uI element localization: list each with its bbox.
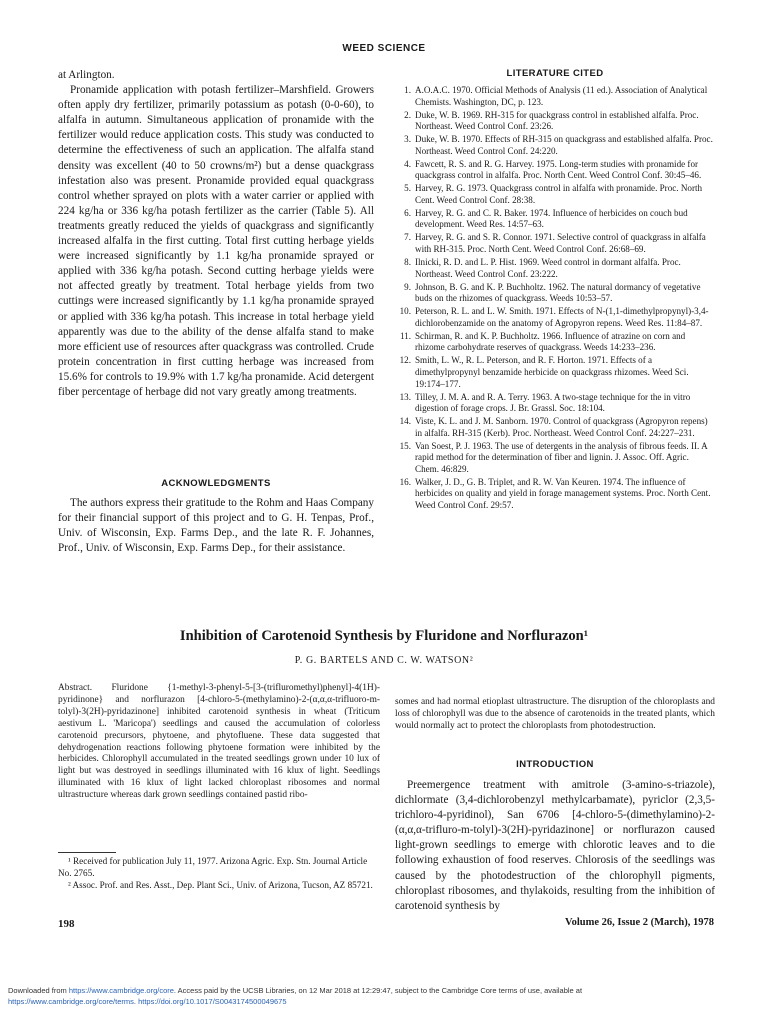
reference-item — [395, 232, 715, 255]
footnotes — [58, 856, 378, 893]
reference-text: Walker, J. D., G. B. Triplet, and R. W. Van Keuren. 1974. The influence of herbicides on quality and yield in forage management systems. Proc. North Cent. Weed Control Conf. 29:57. — [415, 476, 711, 511]
reference-number: 14. — [399, 416, 411, 427]
doi-link[interactable]: https://doi.org/10.1017/S0043174500049675 — [138, 996, 287, 1006]
volume-info: Volume 26, Issue 2 (March), 1978 — [564, 917, 714, 928]
reference-text: Duke, W. B. 1969. RH-315 for quackgrass control in established alfalfa. Proc. Northeast. Weed Control Conf. 23:26. — [415, 109, 699, 132]
reference-item — [395, 441, 715, 476]
paragraph: The authors express their gratitude to the Rohm and Haas Company for their financial support of this project and to G. H. Tenpas, Prof., Univ. of Wisconsin, Exp. Farms Dep., and the late R. F. Johannes, Prof., Univ. of Wisconsin, Exp. Farms Dep., for their assistance. — [58, 497, 374, 555]
abstract-text: Abstract. Fluridone {1-methyl-3-phenyl-5-[3-(trifluromethyl)phenyl]-4(1H)-pyridinone} and norflurazon [4-chloro-5-(methylamino)-2-(α,α,α-trifluoro-m-tolyl)-3(2H)-pyridazinone] inhibited carotenoid synthesis in wheat (Triticum aestivum L. 'Maricopa') seedlings and caused the accumulation of colorless carotenoid precursors, phytoene, and phytofluene. These data suggested that dehydrogenation reactions following phytoene formation were inhibited by the herbicides. Chlorophyll accumulated in the treated seedlings grown under 10 lux of light but was destroyed in seedlings illuminated with 16 klux of light. Seedlings illuminated with 16 klux of light lacked chloroplast ribosomes and normal ultrastructure whereas dark grown seedlings contained pastid ribo- — [58, 683, 380, 801]
reference-number: 12. — [399, 355, 411, 366]
reference-number: 2. — [404, 109, 411, 120]
introduction-heading: INTRODUCTION — [516, 759, 594, 770]
acknowledgments-text — [58, 496, 374, 556]
download-middle: . Access paid by the UCSB Libraries, on 12 Mar 2018 at 12:29:47, subject to the Cambridge Core terms of use, available at — [173, 986, 583, 995]
reference-number: 11. — [399, 330, 411, 341]
reference-number: 5. — [404, 183, 411, 194]
reference-text: Tilley, J. M. A. and R. A. Terry. 1963. A two-stage technique for the in vitro digestion of forage crops. J. Br. Grassl. Soc. 18:104. — [415, 391, 691, 414]
journal-header: WEED SCIENCE — [342, 43, 426, 54]
reference-text: Smith, L. W., R. L. Peterson, and R. F. Horton. 1971. Effects of a dimethylpropynyl benzamide herbicide on quackgrass rhizomes. Weed Sci. 19:174–177. — [415, 355, 689, 389]
cambridge-core-link[interactable]: https://www.cambridge.org/core — [68, 986, 174, 995]
reference-text: A.O.A.C. 1970. Official Methods of Analysis (11 ed.). Association of Analytical Chemists. Washington, DC, p. 123. — [415, 85, 708, 107]
reference-item — [395, 282, 715, 305]
reference-item — [395, 416, 715, 439]
paragraph: Pronamide application with potash fertilizer–Marshfield. Growers often apply dry fertilizer, primarily potassium as potash (0-0-60), to alfalfa in autumn. Simultaneous application of pronamide with the fertilizer would reduce application costs. This study was conducted to determine the effectiveness of such an application. The alfalfa stand density was excellent (40 to 50 crowns/m²) but a dense quackgrass infestation also was present. Pronamide provided equal quackgrass control whether sprayed on plots with a water carrier or applied with 224 kg/ha or 336 kg/ha potash fertilizer as the carrier (Table 5). All treatments greatly reduced the yields of quackgrass and significantly increased alfalfa in the first cutting. Total first cutting herbage yields were increased significantly by 1.1 kg/ha pronamide sprayed or applied with 336 kg/ha potash. Second cutting herbage yields were not affected greatly by treatment. Total herbage yields from two cuttings were increased significantly by 1.1 kg/ha pronamide sprayed or applied with 336 kg/ha potash. This increase in total herbage yield apparently was due to the ability of the dense alfalfa stand to make more efficient use of resources after quackgrass was controlled. Crude protein concentration in first cutting herbage was increased from 15.6% for controls to 19.9% with 1.7 kg/ha pronamide. Acid detergent fiber percentage of herbage did not vary greatly among treatments. — [58, 84, 374, 398]
reference-item — [395, 110, 715, 133]
download-prefix: Downloaded from — [8, 986, 69, 995]
abstract-right — [395, 697, 715, 733]
literature-cited-heading: LITERATURE CITED — [506, 68, 604, 79]
reference-number: 1. — [404, 85, 411, 95]
reference-text: Harvey, R. G. 1973. Quackgrass control in alfalfa with pronamide. Proc. North Cent. Weed Control Conf. 28:38. — [415, 183, 703, 205]
reference-list — [395, 85, 715, 513]
reference-text: Johnson, B. G. and K. P. Buchholtz. 1962. The natural dormancy of vegetative buds on the rhizomes of quackgrass. Weeds 10:53–57. — [415, 281, 701, 304]
reference-item — [395, 159, 715, 182]
reference-number: 4. — [404, 158, 411, 169]
reference-item — [395, 134, 715, 157]
reference-number: 13. — [399, 391, 411, 402]
reference-text: Viste, K. L. and J. M. Sanborn. 1970. Control of quackgrass (Agropyron repens) in alfalfa. RH-315 (Kerb). Proc. Northeast. Weed Control Conf. 24:227–231. — [415, 416, 708, 438]
reference-item — [395, 392, 715, 415]
paragraph: Preemergence treatment with amitrole (3-amino-s-triazole), dichlormate (3,4-dichlorobenzyl methylcarbamate), pyriclor (2,3,5-trichloro-4-pyridinol), San 6706 [4-chloro-5-(dimethylamino)-2-(α,α,α-trifluro-m-tolyl)-3(2H)-pyridazinone] or norflurazon caused light-grown seedlings to emerge with chlorotic leaves and to die following exhaustion of food reserves. Chlorosis of the seedlings was caused by the photodestruction of the chlorophyll pigments, chloroplast ribosomes, and thylakoids, resulting from the inhibition of carotenoid synthesis by — [395, 779, 715, 912]
reference-number: 6. — [404, 207, 411, 218]
paragraph: at Arlington. — [58, 69, 115, 81]
reference-item — [395, 355, 715, 390]
footnote-divider — [58, 852, 116, 853]
terms-link[interactable]: https://www.cambridge.org/core/terms — [8, 996, 134, 1006]
reference-text: Harvey, R. G. and S. R. Connor. 1971. Selective control of quackgrass in alfalfa with RH-315. Proc. North Cent. Weed Control Conf. 26:68–69. — [415, 232, 706, 255]
article-authors: P. G. BARTELS AND C. W. WATSON² — [294, 655, 474, 666]
footnote: ² Assoc. Prof. and Res. Asst., Dep. Plant Sci., Univ. of Arizona, Tucson, AZ 85721. — [68, 880, 373, 891]
abstract-left — [58, 683, 380, 802]
reference-number: 16. — [399, 476, 411, 487]
reference-item — [395, 85, 715, 108]
download-sep: . — [133, 996, 139, 1006]
reference-text: Fawcett, R. S. and R. G. Harvey. 1975. Long-term studies with pronamide for quackgrass control in alfalfa. Proc. North Cent. Weed Control Conf. 30:45–46. — [415, 158, 702, 181]
reference-number: 3. — [404, 134, 411, 145]
left-column-text — [58, 68, 374, 400]
download-notice — [8, 986, 760, 1007]
reference-number: 15. — [399, 440, 411, 451]
reference-item — [395, 306, 715, 329]
reference-number: 9. — [404, 281, 411, 292]
reference-number: 8. — [404, 257, 411, 268]
reference-text: Ilnicki, R. D. and L. P. Hist. 1969. Weed control in dormant alfalfa. Proc. Northeast. Weed Control Conf. 23:222. — [415, 257, 681, 279]
footnote: ¹ Received for publication July 11, 1977. Arizona Agric. Exp. Stn. Journal Article No. 2765. — [58, 856, 368, 878]
acknowledgments-heading: ACKNOWLEDGMENTS — [161, 478, 271, 489]
reference-text: Van Soest, P. J. 1963. The use of detergents in the analysis of fibrous feeds. II. A rapid method for the determination of fiber and lignin. J. Assoc. Off. Agric. Chem. 46:829. — [415, 440, 708, 474]
introduction-text — [395, 778, 715, 914]
reference-text: Harvey, R. G. and C. R. Baker. 1974. Influence of herbicides on couch bud development. Weed Res. 14:57–63. — [415, 207, 688, 230]
reference-text: Duke, W. B. 1970. Effects of RH-315 on quackgrass and established alfalfa. Proc. Northeast. Weed Control Conf. 24:220. — [415, 134, 713, 156]
page-number: 198 — [58, 918, 75, 930]
abstract-continuation: somes and had normal etioplast ultrastructure. The disruption of the chloroplasts and loss of chlorophyll was due to the absence of carotenoids in the treated plants, which would normally act to protect the chloroplasts from photodestruction. — [395, 697, 715, 731]
reference-item — [395, 183, 715, 206]
reference-item — [395, 208, 715, 231]
reference-text: Schirman, R. and K. P. Buchholtz. 1966. Influence of atrazine on corn and rhizome carbohydrate reserves of quackgrass. Weeds 14:233–236. — [415, 330, 686, 353]
article-title: Inhibition of Carotenoid Synthesis by Fluridone and Norflurazon¹ — [179, 628, 589, 644]
reference-item — [395, 477, 715, 512]
reference-number: 7. — [404, 232, 411, 243]
reference-item — [395, 331, 715, 354]
reference-number: 10. — [399, 306, 411, 317]
reference-item — [395, 257, 715, 280]
reference-text: Peterson, R. L. and L. W. Smith. 1971. Effects of N-(1,1-dimethylpropynyl)-3,4-dichlorobenzamide on the anatomy of Agropyron repens. Weed Res. 11:84–87. — [415, 306, 709, 328]
